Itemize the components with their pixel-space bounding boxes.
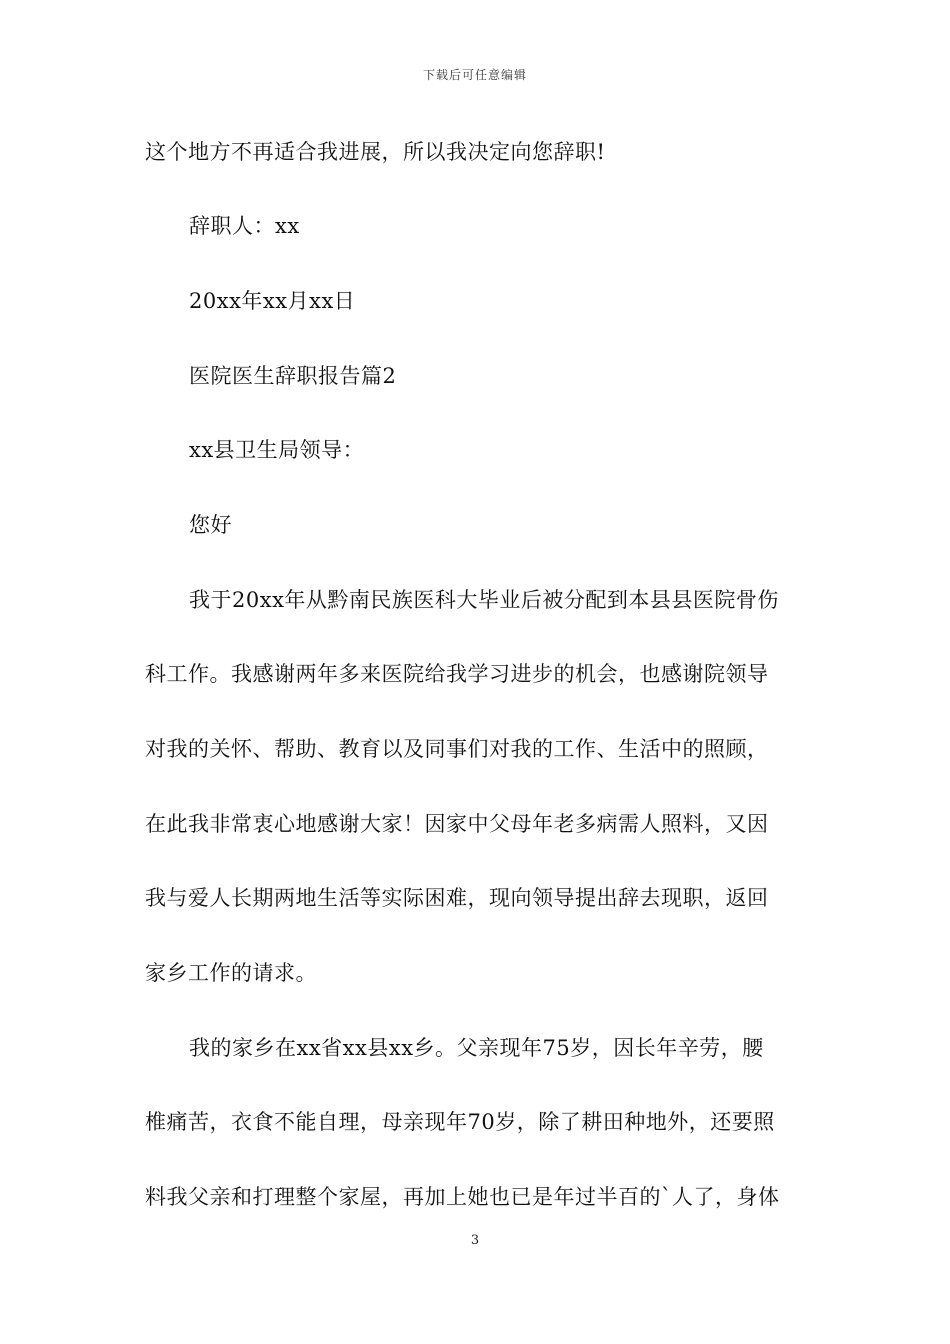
text-line: 这个地方不再适合我进展，所以我决定向您辞职! bbox=[145, 140, 606, 164]
paragraph-line: 我与爱人长期两地生活等实际困难，现向领导提出辞去现职，返回 bbox=[145, 886, 769, 910]
section-heading: 医院医生辞职报告篇2 bbox=[189, 364, 397, 388]
paragraph-line: 料我父亲和打理整个家屋，再加上她也已是年过半百的`人了，身体 bbox=[145, 1185, 780, 1209]
paragraph-line: 科工作。我感谢两年多来医院给我学习进步的机会，也感谢院领导 bbox=[145, 662, 769, 686]
signature-line: 辞职人：xx bbox=[189, 214, 300, 238]
greeting: 您好 bbox=[189, 513, 232, 537]
paragraph-line: 我的家乡在xx省xx县xx乡。父亲现年75岁，因长年辛劳，腰 bbox=[189, 1036, 764, 1060]
page-number: 3 bbox=[470, 1233, 480, 1248]
paragraph-line: 我于20xx年从黔南民族医科大毕业后被分配到本县县医院骨伤 bbox=[189, 588, 779, 612]
paragraph-line: 椎痛苦，衣食不能自理，母亲现年70岁，除了耕田种地外，还要照 bbox=[145, 1110, 775, 1134]
date-line: 20xx年xx月xx日 bbox=[189, 289, 356, 313]
paragraph-line: 在此我非常衷心地感谢大家！因家中父母年老多病需人照料，又因 bbox=[145, 812, 769, 836]
paragraph-line: 对我的关怀、帮助、教育以及同事们对我的工作、生活中的照顾， bbox=[145, 737, 769, 761]
page-header: 下载后可任意编辑 bbox=[422, 68, 527, 82]
paragraph-line: 家乡工作的请求。 bbox=[145, 961, 317, 985]
salutation: xx县卫生局领导： bbox=[189, 438, 365, 462]
